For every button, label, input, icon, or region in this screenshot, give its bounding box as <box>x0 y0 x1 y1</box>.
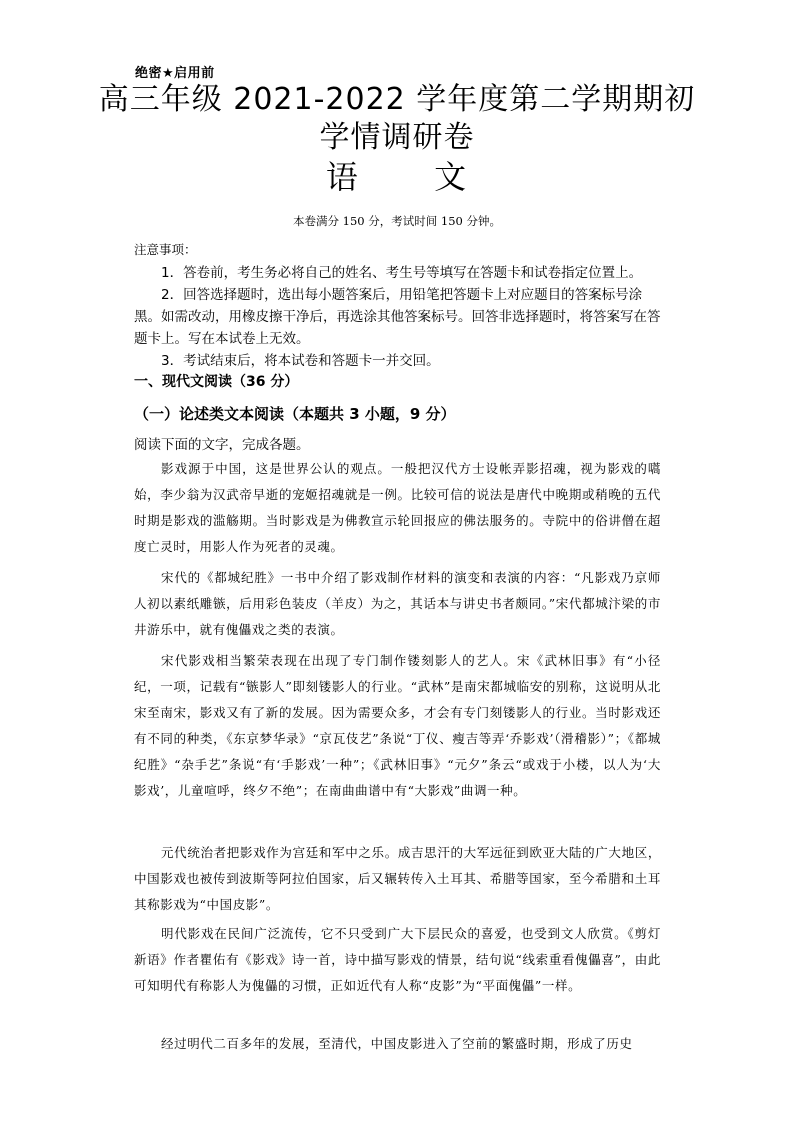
secret-mark: 绝密★启用前 <box>135 66 215 81</box>
passage-paragraph-1: 影戏源于中国，这是世界公认的观点。一般把汉代方士设帐弄影招魂，视为影戏的嚆始，李少翁为汉武帝早逝的宠姬招魂就是一例。比较可信的说法是唐代中晚期或稍晚的五代时期是影戏的滥觞期。当时影戏是为佛教宣示轮回报应的佛法服务的。寺院中的俗讲僧在超度亡灵时，用影人作为死者的灵魂。 <box>134 461 661 554</box>
score-time-note: 本卷满分 150 分，考试时间 150 分钟。 <box>292 214 502 228</box>
passage-paragraph-3: 宋代影戏相当繁荣表现在出现了专门制作镂刻影人的艺人。宋《武林旧事》有“小径纪，一项，记载有“镞影人”即刻镂影人的行业。“武林”是南宋都城临安的别称，这说明从北宋至南宋，影戏又有了新的发展。因为需要众多，才会有专门刻镂影人的行业。当时影戏还有不同的种类，《东京梦华录》“京瓦伎艺”条说“丁仪、瘦吉等弄‘乔影戏’（滑稽影）”；《都城纪胜》“杂手艺”条说“有‘手影戏’一种”；《武林旧事》“元夕”条云“或戏于小楼，以人为‘大影戏’，儿童喧呼，终夕不绝”；在南曲曲谱中有“大影戏”曲调一种。 <box>134 653 661 798</box>
exam-title-line2: 学情调研卷 <box>319 120 475 155</box>
sub-section-heading: （一）论述类文本阅读（本题共 3 小题，9 分） <box>134 405 456 423</box>
passage-paragraph-2: 宋代的《都城纪胜》一书中介绍了影戏制作材料的演变和表演的内容：“凡影戏乃京师人初以素纸雕镞，后用彩色装皮（羊皮）为之，其话本与讲史书者颇同。”宋代都城汴梁的市井游乐中，就有傀儡戏之类的表演。 <box>134 570 661 637</box>
passage-paragraph-4: 元代统治者把影戏作为宫廷和军中之乐。成吉思汗的大军远征到欧亚大陆的广大地区，中国影戏也被传到波斯等阿拉伯国家，后又辗转传入土耳其、希腊等国家，至今希腊和土耳其称影戏为“中国皮影”。 <box>134 845 661 912</box>
notice-item-2: 2．回答选择题时，选出每小题答案后，用铅笔把答题卡上对应题目的答案标号涂黑。如需改动，用橡皮擦干净后，再选涂其他答案标号。回答非选择题时，将答案写在答题卡上。写在本试卷上无效。 <box>134 287 661 347</box>
passage-paragraph-6: 经过明代二百多年的发展，至清代，中国皮影进入了空前的繁盛时期，形成了历史 <box>161 1036 633 1051</box>
notice-item-1: 1．答卷前，考生务必将自己的姓名、考生号等填写在答题卡和试卷指定位置上。 <box>161 265 643 281</box>
exam-title-line1: 高三年级 2021-2022 学年度第二学期期初 <box>98 82 696 117</box>
passage-paragraph-5: 明代影戏在民间广泛流传，它不只受到广大下层民众的喜爱，也受到文人欣赏。《剪灯新语》作者瞿佑有《影戏》诗一首，诗中描写影戏的情景，结句说“线索重看傀儡喜”，由此可知明代有称影人为傀儡的习惯，正如近代有人称“皮影”为“平面傀儡”一样。 <box>134 926 661 993</box>
notice-heading: 注意事项： <box>134 242 197 257</box>
reading-instruction: 阅读下面的文字，完成各题。 <box>134 437 310 453</box>
notice-item-3: 3．考试结束后，将本试卷和答题卡一并交回。 <box>161 353 440 369</box>
subject-title: 语 文 <box>325 158 491 196</box>
section-heading: 一、现代文阅读（36 分） <box>134 374 299 390</box>
